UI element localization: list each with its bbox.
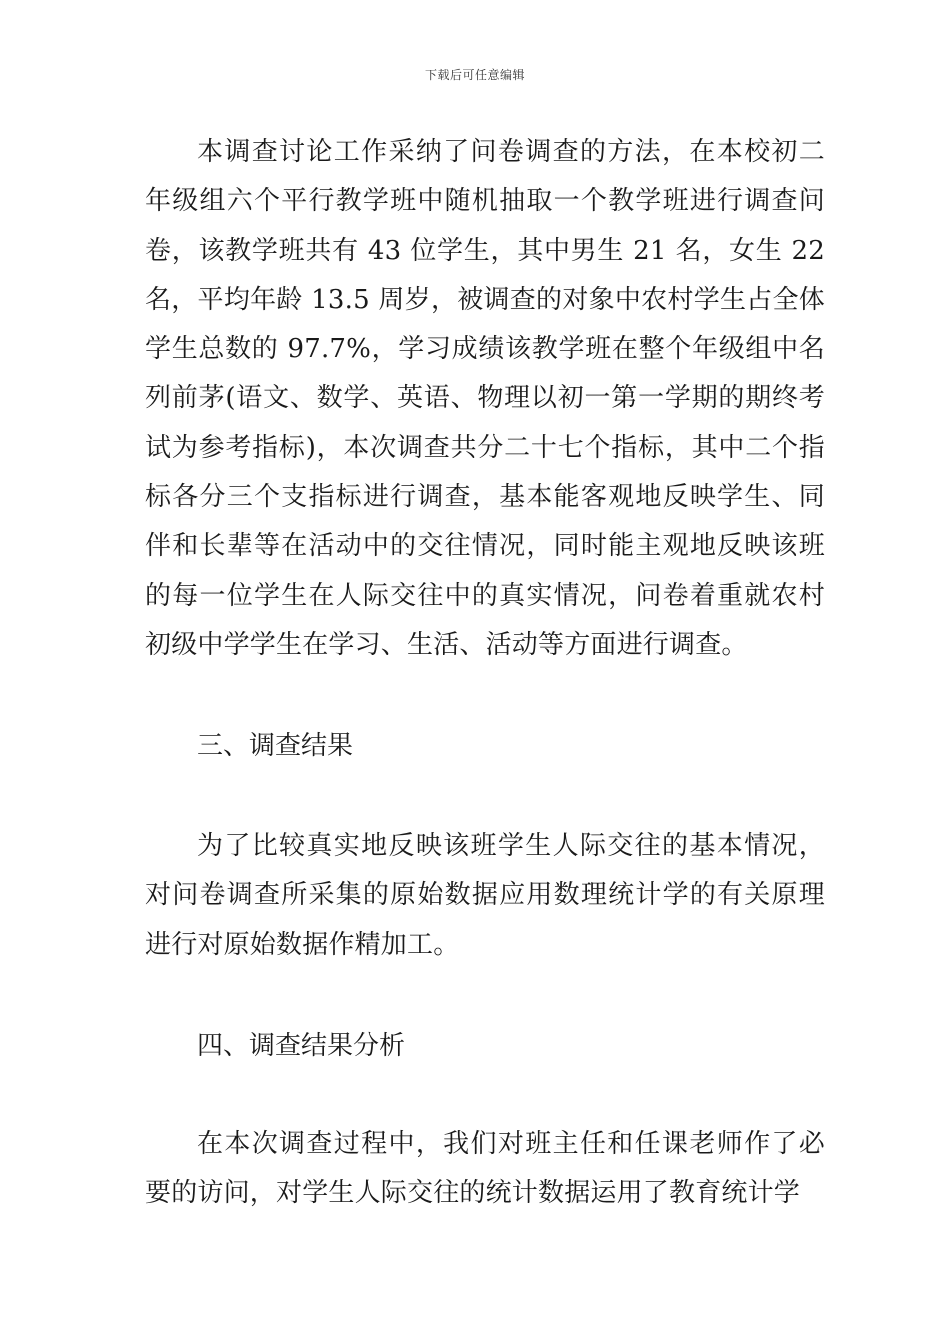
paragraph-analysis-intro: 在本次调查过程中，我们对班主任和任课老师作了必要的访问，对学生人际交往的统计数据运用了教育统计学: [145, 1129, 825, 1209]
section-heading-analysis: 四、调查结果分析: [197, 1031, 406, 1061]
paragraph-survey-method: 本调查讨论工作采纳了问卷调查的方法，在本校初二年级组六个平行教学班中随机抽取一个教学班进行调查问卷，该教学班共有 43 位学生，其中男生 21 名，女生 22 名，平均年龄 13.5 周岁，被调查的对象中农村学生占全体学生总数的 97.7%，学习成绩该教学班在整个年级组中名列前茅(语文、数学、英语、物理以初一第一学期的期终考试为参考指标)，本次调查共分二十七个指标，其中二个指标各分三个支指标进行调查，基本能客观地反映学生、同伴和长辈等在活动中的交往情况，同时能主观地反映该班的每一位学生在人际交往中的真实情况，问卷着重就农村初级中学学生在学习、生活、活动等方面进行调查。: [145, 137, 825, 660]
section-heading-results: 三、调查结果: [197, 731, 354, 761]
paragraph-data-processing: 为了比较真实地反映该班学生人际交往的基本情况，对问卷调查所采集的原始数据应用数理统计学的有关原理进行对原始数据作精加工。: [145, 831, 825, 960]
page-header-note: 下载后可任意编辑: [424, 68, 525, 82]
